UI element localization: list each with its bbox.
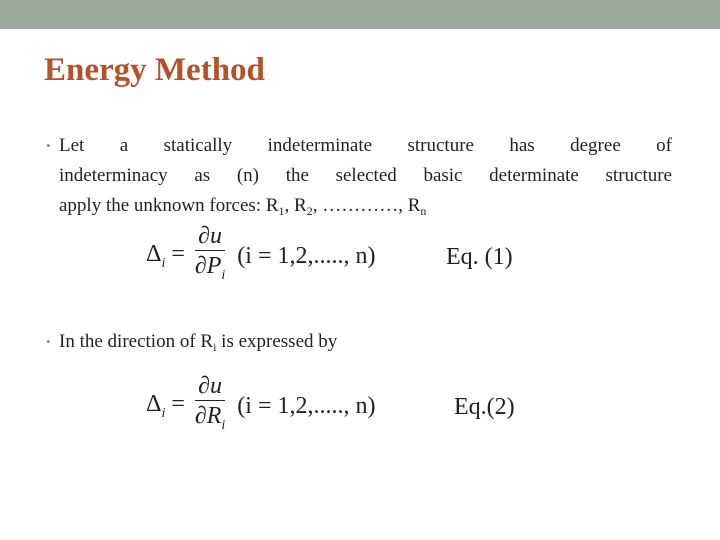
equation-1	[146, 222, 513, 291]
bullet-text-line-2: indeterminacy as (n) the selected basic determinate structure	[59, 165, 672, 186]
bullet-text-line-1: Let a statically indeterminate structure has degree of	[59, 135, 672, 156]
header-bar	[0, 0, 720, 29]
bullet-item-1	[46, 131, 672, 221]
bullet-dot-icon: •	[46, 138, 51, 153]
equation-2-numerator: ∂u	[195, 372, 225, 401]
bullet-text-line-3	[59, 191, 672, 221]
forces-r2: , R	[284, 195, 307, 216]
equation-2-fraction	[195, 372, 225, 441]
bullet-item-2	[46, 327, 672, 357]
equation-1-denominator: $\partial P_i$	[194, 253, 226, 283]
equation-2-denominator: $\partial R_i$	[194, 403, 226, 433]
bullet-dot-icon: •	[46, 334, 51, 349]
forces-dots: , …………, R	[312, 195, 421, 216]
r1-subscript: 1	[278, 204, 285, 218]
slide-title: Energy Method	[44, 52, 265, 88]
equation-2-lhs: $\Delta_i$ =	[146, 391, 185, 421]
equation-2	[146, 372, 515, 441]
bullet-text: In the direction of $R_i$ is expressed by	[59, 331, 338, 354]
equation-2-range: (i = 1,2,....., n)	[237, 393, 376, 419]
rn-subscript: n	[420, 204, 427, 218]
equation-1-range: (i = 1,2,....., n)	[237, 243, 376, 269]
equation-2-label: Eq.(2)	[454, 394, 515, 420]
equation-1-lhs: $\Delta_i$ =	[146, 241, 185, 271]
equation-1-label: Eq. (1)	[446, 244, 513, 270]
equation-1-numerator: ∂u	[195, 222, 225, 251]
r2-subscript: 2	[306, 204, 313, 218]
equation-1-fraction	[195, 222, 225, 291]
forces-prefix: apply the unknown forces: R	[59, 195, 279, 216]
ri-subscript: i	[213, 340, 217, 354]
